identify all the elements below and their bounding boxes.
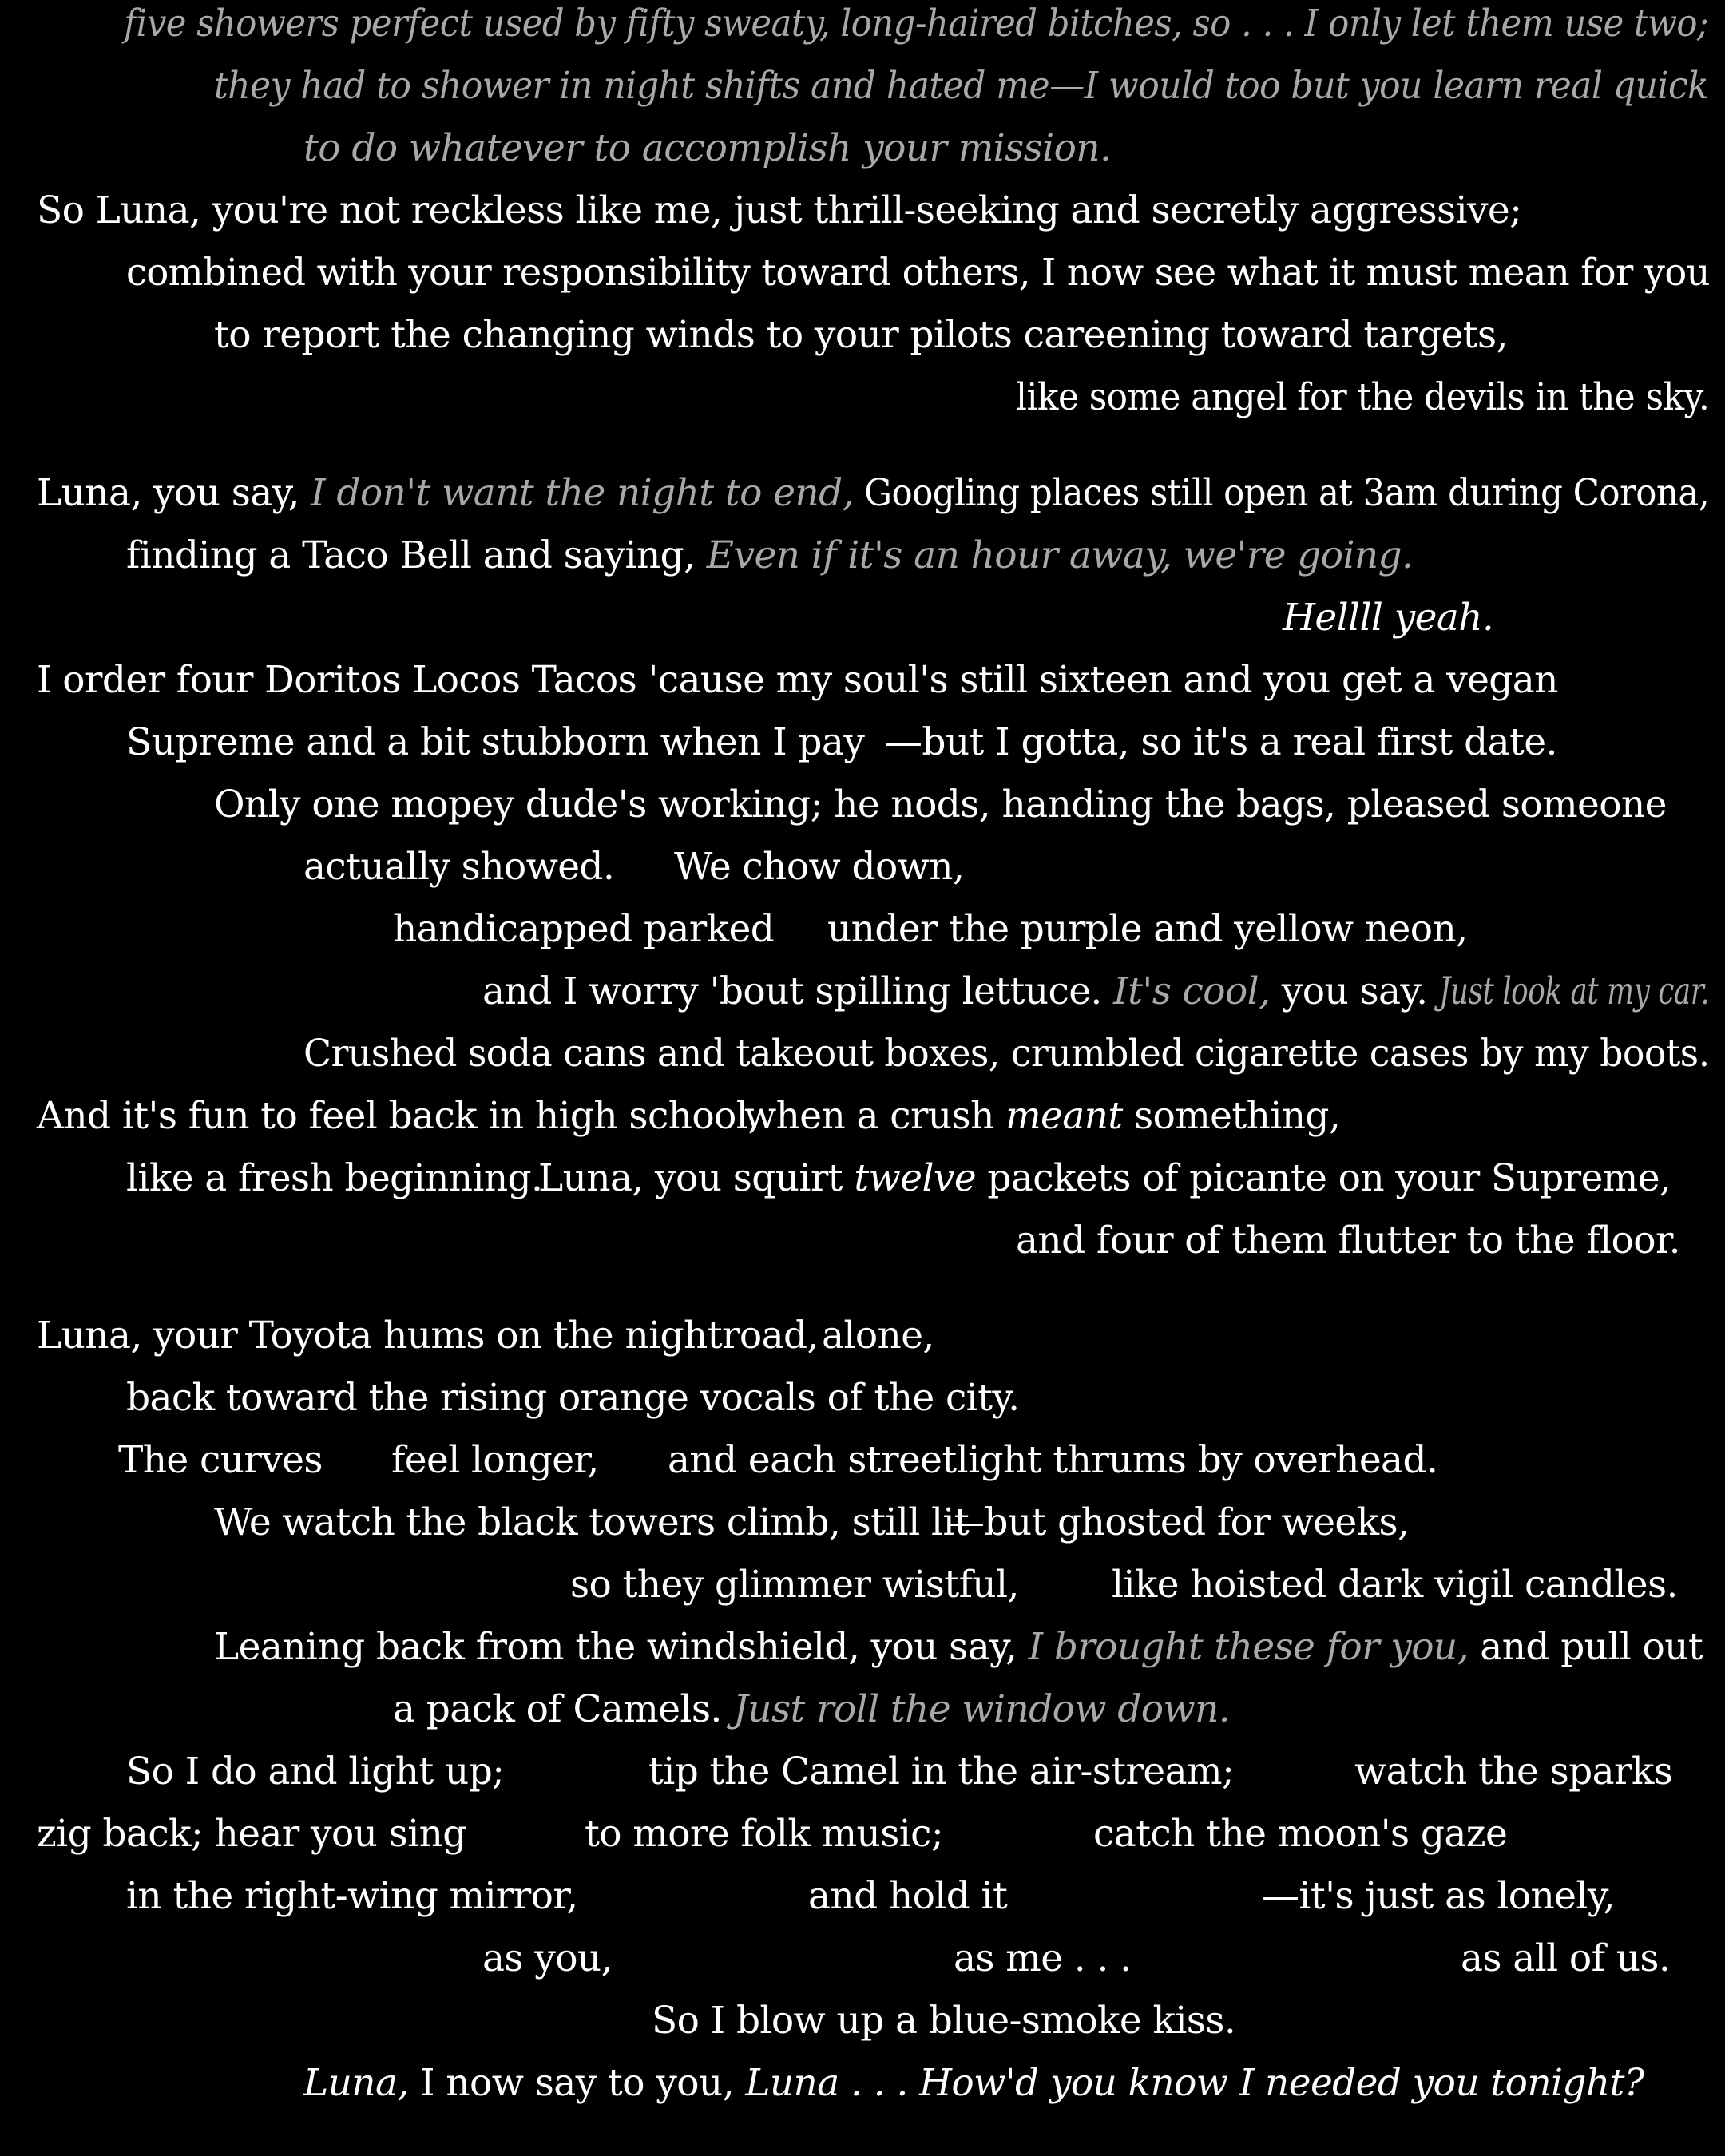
poem-line-segment: and four of them flutter to the floor. [1016,1219,1680,1262]
poem-line-segment: —it's just as lonely, [1262,1874,1615,1918]
poem-line-segment: back toward the rising orange vocals of the city. [126,1376,1020,1420]
poem-line-segment: meant [1005,1094,1123,1138]
poem-line-segment: —but I gotta, so it's a real first date. [885,720,1557,764]
poem-line-segment: So Luna, you're not reckless like me, just thrill-seeking and secretly aggressive; [37,188,1522,232]
poem-line-segment: And it's fun to feel back in high school, [37,1094,759,1138]
poem-line-segment: and each streetlight thrums by overhead. [668,1438,1438,1482]
poem-line-segment: they had to shower in night shifts and hated me—I would too but you learn real quick [214,64,1709,108]
poem-line-segment: Crushed soda cans and takeout boxes, crumbled cigarette cases by my boots. [303,1032,1710,1076]
poem-line-segment: Luna, you say, [37,471,311,515]
poem-line-segment: Hellll yeah. [1283,596,1494,640]
poem-line-segment: We chow down, [674,845,965,889]
poem-line-segment: so they glimmer wistful, [570,1563,1019,1607]
poem-line-segment: watch the sparks [1354,1750,1673,1793]
poem-line-segment: finding a Taco Bell and saying, [126,533,707,577]
poem-line-segment: I brought these for you, [1028,1625,1469,1669]
poem-line-segment: under the purple and yellow neon, [827,907,1468,951]
poem-line-segment: —but ghosted for weeks, [947,1500,1410,1544]
poem-line-segment: tip the Camel in the air-stream; [648,1750,1235,1793]
poem-line-segment: and I worry 'bout spilling lettuce. [482,969,1114,1013]
poem-line-segment: like hoisted dark vigil candles. [1112,1563,1678,1607]
poem-line-segment: Luna . . . How'd you know I needed you tonight? [745,2061,1644,2105]
poem-line-segment: when a crush [744,1094,1006,1138]
poem-line-segment: I order four Doritos Locos Tacos 'cause my soul's still sixteen and you get a vegan [37,658,1558,702]
poem-line-segment: packets of picante on your Supreme, [976,1156,1671,1200]
poem-line-segment: Just roll the window down. [733,1687,1231,1731]
poem-line-segment: and pull out [1468,1625,1703,1669]
poem-line-segment: combined with your responsibility toward others, I now see what it must mean for you [126,251,1710,295]
poem-line-segment: We watch the black towers climb, still lit [214,1500,970,1544]
poem-line-segment: as me . . . [954,1936,1132,1980]
poem-line-segment: Supreme and a bit stubborn when I pay [126,720,865,764]
poem-line-segment: something, [1122,1094,1341,1138]
poem-line-segment: twelve [854,1156,977,1200]
poem-line-segment: zig back; hear you sing [37,1812,466,1856]
poem-line-segment: Only one mopey dude's working; he nods, handing the bags, pleased someone [214,783,1667,826]
poem-line-segment: alone, [822,1314,934,1357]
poem-line-segment: and hold it [808,1874,1008,1918]
poem-line-segment: Luna, you squirt [538,1156,855,1200]
poem-line-segment: Even if it's an hour away, we're going. [706,533,1414,577]
poem-line-segment: like a fresh beginning. [126,1156,543,1200]
poem-line-segment: It's cool, [1113,969,1271,1013]
poem-line-segment: five showers perfect used by fifty sweaty, long-haired bitches, so . . . I only let them use two; [124,2,1709,46]
poem-line-segment: you say. [1270,969,1439,1013]
poem-line-segment: as you, [482,1936,613,1980]
poem-line-segment: Luna, [303,2061,409,2105]
poem-line-segment: to more folk music; [585,1812,944,1856]
poem-line-segment: Leaning back from the windshield, you say, [214,1625,1029,1669]
poem-line-segment: feel longer, [391,1438,599,1482]
poem-line-segment: The curves [118,1438,323,1482]
poem-line-segment: like some angel for the devils in the sky. [1016,375,1710,419]
poem-line-segment: a pack of Camels. [393,1687,734,1731]
poem-line-segment: I now say to you, [408,2061,746,2105]
poem-line-segment: Just look at my car. [1438,969,1710,1013]
poem-line-segment: Luna, your Toyota hums on the nightroad, [37,1314,819,1357]
poem-line-segment: actually showed. [303,845,615,889]
poem-line-segment: to report the changing winds to your pilots careening toward targets, [214,313,1508,357]
poem-line-segment: So I do and light up; [126,1750,505,1793]
poem-line-segment: Googling places still open at 3am during Corona, [853,471,1709,515]
poem-line-segment: So I blow up a blue-smoke kiss. [652,1999,1236,2043]
poem-line-segment: as all of us. [1461,1936,1671,1980]
poem-line-segment: I don't want the night to end, [311,471,854,515]
poem-line-segment: handicapped parked [393,907,775,951]
poem-line-segment: catch the moon's gaze [1093,1812,1508,1856]
poem-line-segment: in the right-wing mirror, [126,1874,578,1918]
poem-line-segment: to do whatever to accomplish your mission. [303,126,1112,170]
